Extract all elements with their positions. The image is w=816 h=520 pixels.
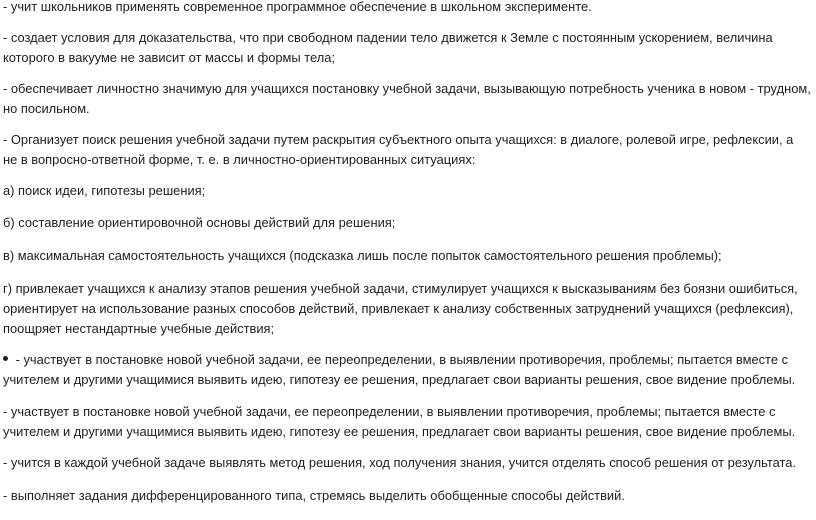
bullet-icon <box>3 356 8 361</box>
paragraph-11: - учится в каждой учебной задаче выявлять метод решения, ход получения знания, учится отделять способ решения от результата. <box>3 455 797 470</box>
paragraph-1: - учит школьников применять современное программное обеспечение в школьном эксперименте. <box>3 0 592 14</box>
paragraph-9 <box>3 350 811 390</box>
paragraph-12: - выполняет задания дифференцированного типа, стремясь выделить обобщенные способы действий. <box>3 488 625 503</box>
paragraph-6: б) составление ориентировочной основы действий для решения; <box>3 215 396 230</box>
paragraph-2: - создает условия для доказательства, что при свободном падении тело движется к Земле с постоянным ускорением, величина которого в вакууме не зависит от массы и формы тела; <box>3 30 773 65</box>
paragraph-4: - Организует поиск решения учебной задачи путем раскрытия субъектного опыта учащихся: в диалоге, ролевой игре, рефлексии, а не в вопросно-ответной форме, т. е. в личностно-ориентированных ситуациях: <box>3 132 794 167</box>
paragraph-7: в) максимальная самостоятельность учащихся (подсказка лишь после попыток самостоятельного решения проблемы); <box>3 248 722 263</box>
paragraph-9-text: - участвует в постановке новой учебной задачи, ее переопределении, в выявлении противоречия, проблемы; пытается вместе с учителем и другими учащимися выявить идею, гипотезу ее решения, предлагает свои варианты решения, свое видение проблемы. <box>3 352 796 387</box>
paragraph-3: - обеспечивает личностно значимую для учащихся постановку учебной задачи, вызывающую потребность ученика в новом - трудном, но посильном. <box>3 81 811 116</box>
paragraph-5: а) поиск идеи, гипотезы решения; <box>3 183 206 198</box>
paragraph-10: - участвует в постановке новой учебной задачи, ее переопределении, в выявлении противоречия, проблемы; пытается вместе с учителем и другими учащимися выявить идею, гипотезу ее решения, предлагает свои варианты решения, свое видение проблемы. <box>3 404 796 439</box>
paragraph-8: г) привлекает учащихся к анализу этапов решения учебной задачи, стимулирует учащихся к высказываниям без боязни ошибиться, ориентирует на использование разных способов действий, привлекает к анализу собственных затруднений учащихся (рефлексия), поощряет нестандартные учебные действия; <box>3 281 798 336</box>
